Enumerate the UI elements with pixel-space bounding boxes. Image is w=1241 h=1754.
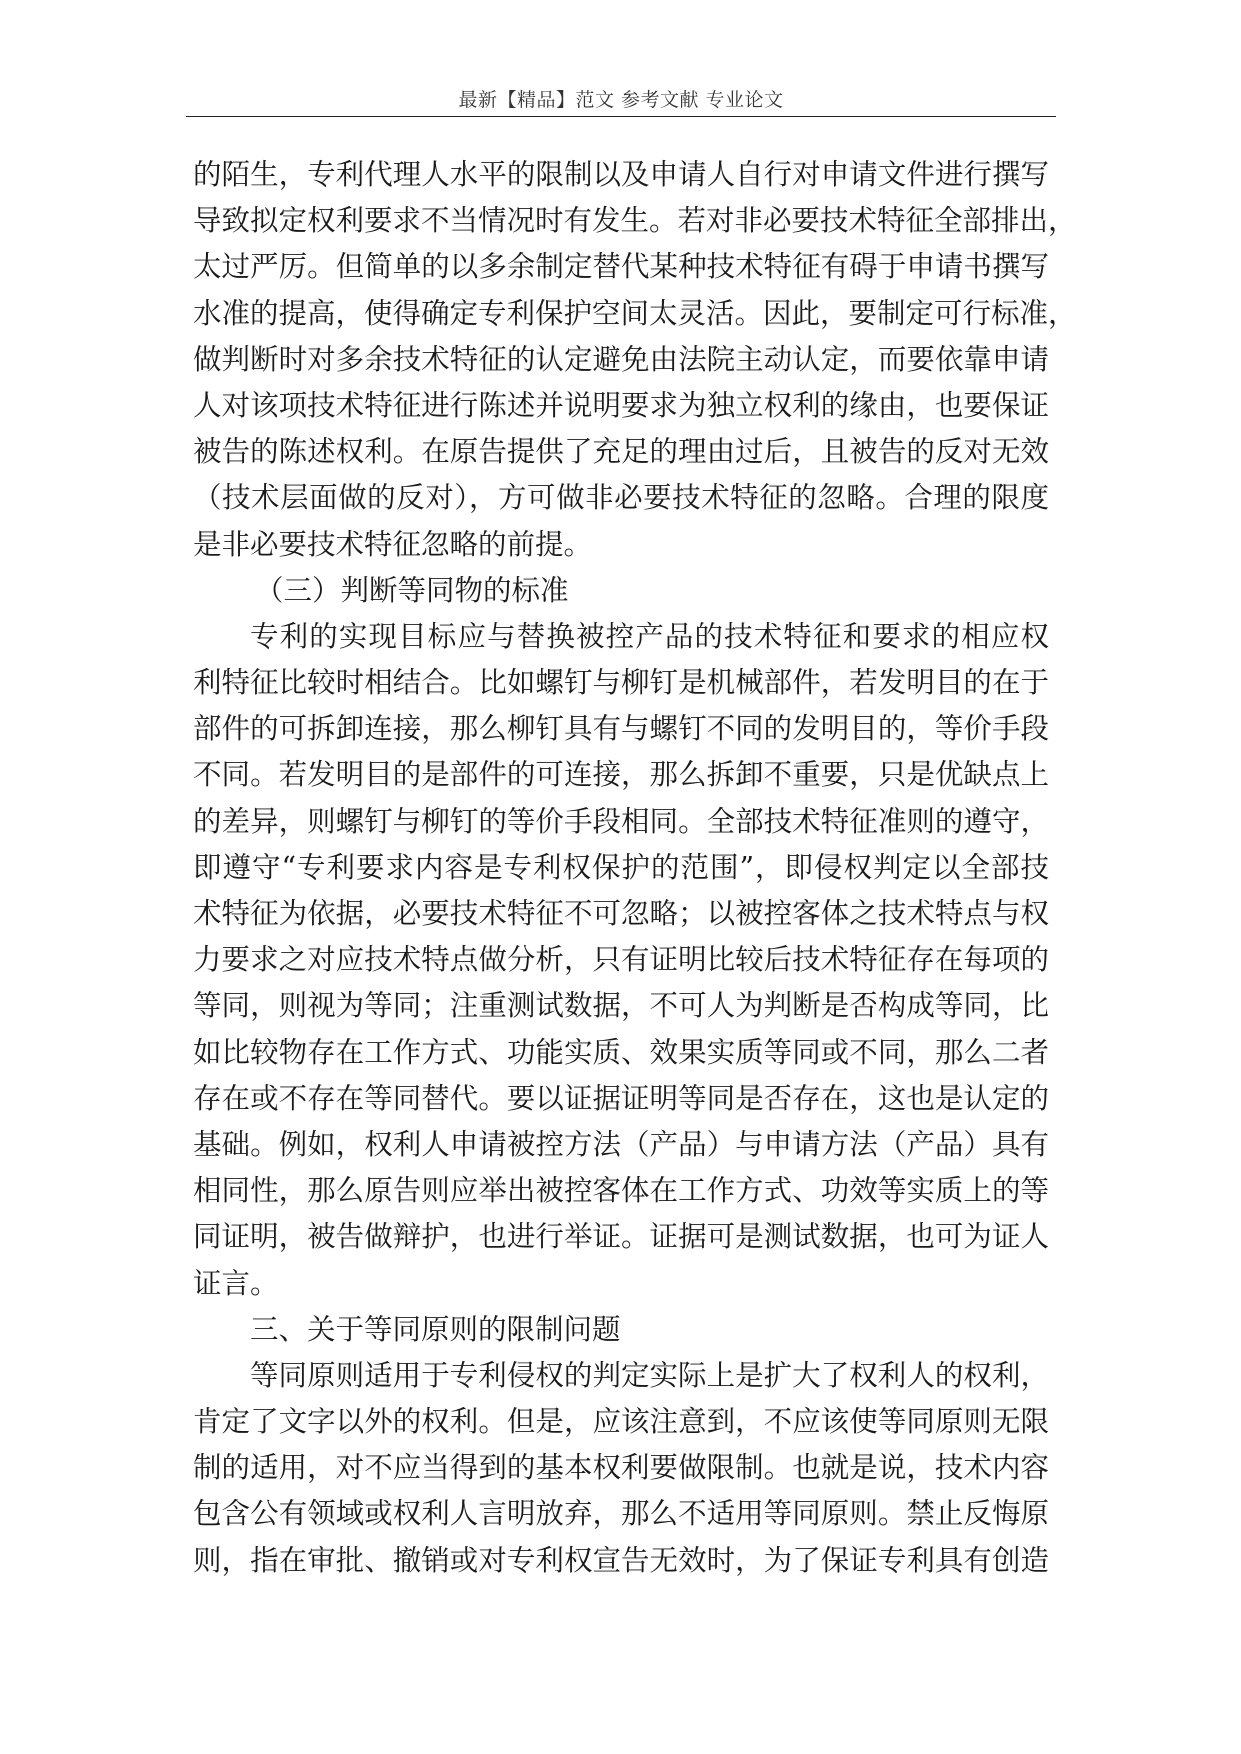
body-line: 如比较物存在工作方式、功能实质、效果实质等同或不同，那么二者 — [193, 1035, 1049, 1069]
body-line: 即遵守“专利要求内容是专利权保护的范围”，即侵权判定以全部技 — [193, 850, 1049, 884]
body-line: 等同，则视为等同；注重测试数据，不可人为判断是否构成等同，比 — [193, 989, 1049, 1023]
body-line: 肯定了文字以外的权利。但是，应该注意到，不应该使等同原则无限 — [193, 1405, 1049, 1439]
document-body — [193, 152, 1077, 1584]
section-heading: 三、关于等同原则的限制问题 — [250, 1312, 621, 1346]
body-line: 的陌生，专利代理人水平的限制以及申请人自行对申请文件进行撰写 — [193, 158, 1049, 191]
body-line: 水准的提高，使得确定专利保护空间太灵活。因此，要制定可行标准， — [193, 296, 1077, 330]
body-line: 包含公有领域或权利人言明放弃，那么不适用等同原则。禁止反悔原 — [193, 1497, 1049, 1531]
body-line: 同证明，被告做辩护，也进行举证。证据可是测试数据，也可为证人 — [193, 1220, 1049, 1254]
paragraph-first-line: 等同原则适用于专利侵权的判定实际上是扩大了权利人的权利， — [250, 1358, 1049, 1392]
header-divider — [186, 116, 1056, 117]
body-line: 相同性，那么原告则应举出被控客体在工作方式、功效等实质上的等 — [193, 1174, 1049, 1208]
body-line: 力要求之对应技术特点做分析，只有证明比较后技术特征存在每项的 — [193, 943, 1049, 977]
body-line: 术特征为依据，必要技术特征不可忽略；以被控客体之技术特点与权 — [193, 897, 1049, 930]
page-header: 最新【精品】范文 参考文献 专业论文 — [458, 89, 784, 111]
body-line: 部件的可拆卸连接，那么柳钉具有与螺钉不同的发明目的，等价手段 — [193, 712, 1049, 746]
body-line: 导致拟定权利要求不当情况时有发生。若对非必要技术特征全部排出， — [193, 204, 1077, 238]
body-line: 证言。 — [193, 1266, 279, 1300]
body-line: 是非必要技术特征忽略的前提。 — [193, 527, 593, 561]
paragraph-first-line: 专利的实现目标应与替换被控产品的技术特征和要求的相应权 — [250, 619, 1049, 653]
body-line: 太过严厉。但简单的以多余制定替代某种技术特征有碍于申请书撰写 — [193, 250, 1049, 284]
body-line: 制的适用，对不应当得到的基本权利要做限制。也就是说，技术内容 — [193, 1451, 1049, 1485]
body-line: 则，指在审批、撤销或对专利权宣告无效时，为了保证专利具有创造 — [193, 1543, 1049, 1577]
body-line: 利特征比较时相结合。比如螺钉与柳钉是机械部件，若发明目的在于 — [193, 666, 1049, 700]
body-line: 的差异，则螺钉与柳钉的等价手段相同。全部技术特征准则的遵守， — [193, 804, 1049, 838]
body-line: 不同。若发明目的是部件的可连接，那么拆卸不重要，只是优缺点上 — [193, 758, 1049, 792]
body-line: 做判断时对多余技术特征的认定避免由法院主动认定，而要依靠申请 — [193, 342, 1049, 376]
body-line: 人对该项技术特征进行陈述并说明要求为独立权利的缘由，也要保证 — [193, 388, 1049, 422]
section-heading: （三）判断等同物的标准 — [255, 573, 569, 607]
body-line: 被告的陈述权利。在原告提供了充足的理由过后，且被告的反对无效 — [193, 435, 1049, 469]
body-line: 存在或不存在等同替代。要以证据证明等同是否存在，这也是认定的 — [193, 1081, 1049, 1115]
body-line: 基础。例如，权利人申请被控方法（产品）与申请方法（产品）具有 — [193, 1127, 1049, 1161]
body-line: （技术层面做的反对），方可做非必要技术特征的忽略。合理的限度 — [193, 481, 1049, 515]
